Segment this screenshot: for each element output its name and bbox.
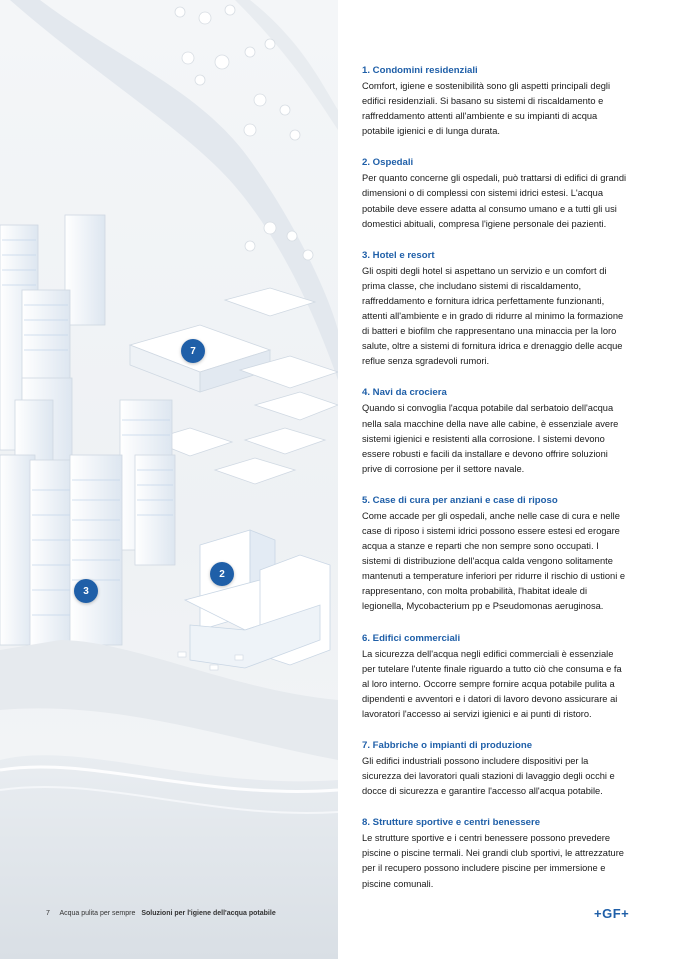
city-illustration: [0, 0, 338, 959]
section-heading: 7. Fabbriche o impianti di produzione: [362, 740, 533, 751]
section-hotels: [362, 249, 628, 370]
marker-2: 2: [210, 562, 234, 586]
document-name: Acqua pulita per sempre: [59, 910, 136, 917]
section-text: Gli edifici industriali possono includere dispositivi per la sicurezza dei lavoratori quali stazioni di lavaggio degli occhi e docce di sicurezza e garantire l'accesso all'acqua potabile.: [362, 756, 615, 797]
hospital-buildings: [185, 530, 330, 668]
section-residential: [362, 64, 628, 139]
sea: [0, 755, 338, 959]
section-heading: 1. Condomini residenziali: [362, 65, 478, 76]
marker-3: 3: [74, 579, 98, 603]
section-commercial: [362, 632, 628, 722]
page-number: 7: [46, 910, 50, 917]
content-column: [362, 64, 628, 909]
gf-logo: +GF+: [594, 906, 630, 921]
section-sports: [362, 816, 628, 891]
marker-7: 7: [181, 339, 205, 363]
section-heading: 2. Ospedali: [362, 157, 414, 169]
section-text: Gli ospiti degli hotel si aspettano un servizio e un comfort di prima classe, che includano sistemi di riscaldamento, raffreddamento e fornitura idrica perfettamente funzionanti, attenti all'ambiente e in grado di ridurre al minimo la formazione di batteri e biofilm che rappresentano una minaccia per la loro salute, oltre a sistemi di fornitura idrica e drenaggio delle acque reflue senza sgradevoli rumori.: [362, 265, 624, 367]
section-heading: 3. Hotel e resort: [362, 249, 435, 261]
section-text: Comfort, igiene e sostenibilità sono gli aspetti principali degli edifici residenziali. Si basano su sistemi di riscaldamento e raffreddamento attenti all'ambiente e su impianti di acqua potabile igienici e di lunga durata.: [362, 81, 611, 137]
city-model-drawing: [0, 0, 338, 959]
section-text: Per quanto concerne gli ospedali, può trattarsi di edifici di grandi dimensioni o di complessi con sistemi idrici estesi. L'acqua potabile deve essere adatta al consumo umano e a tutti gli usi domestici abituali, compresa l'igiene personale dei pazienti.: [362, 173, 627, 229]
section-heading: 5. Case di cura per anziani e case di riposo: [362, 494, 558, 506]
section-heading: 4. Navi da crociera: [362, 387, 447, 399]
section-heading: 6. Edifici commerciali: [362, 632, 461, 644]
section-hospitals: [362, 156, 628, 231]
page-footer: [46, 910, 276, 917]
section-text: Le strutture sportive e i centri benessere possono prevedere piscine o piscine termali. Nei grandi club sportivi, le attrezzature per il recupero possono includere piscine per immersione e piscine comunali.: [362, 833, 624, 889]
section-cruise-ships: [362, 386, 628, 476]
section-text: Come accade per gli ospedali, anche nelle case di cura e nelle case di riposo i sistemi idrici possono essere estesi ed erogare acqua a stanze e reparti che non sempre sono occupati. I sistemi di distribuzione dell'acqua calda vengono solitamente mantenuti a temperature inferiori per ridurre il rischio di ustioni e rappresentano, con molta probabilità, l'habitat ideale di legionella, Mycobacterium pp e Pseudomonas aeruginosa.: [362, 510, 626, 612]
section-text: Quando si convoglia l'acqua potabile dal serbatoio dell'acqua nella sala macchine della nave alle cabine, è essenziale avere sistemi igienici e resistenti alla corrosione. I sistemi devono essere robusti e facili da installare e devono offrire soluzioni prive di corrosione per il settore navale.: [362, 403, 619, 474]
section-text: La sicurezza dell'acqua negli edifici commerciali è essenziale per tutelare l'utente finale riguardo a tutto ciò che consuma e fa al loro interno. Occorre sempre fornire acqua potabile pulita a dipendenti e avventori e i datori di lavoro devono assicurare ai lavoratori l'accesso ai servizi igienici e ai punti di ristoro.: [362, 648, 622, 719]
document-title: Soluzioni per l'igiene dell'acqua potabile: [141, 910, 276, 917]
section-care-homes: [362, 494, 628, 615]
section-factories: [362, 739, 628, 799]
section-heading: 8. Strutture sportive e centri benessere: [362, 817, 541, 829]
